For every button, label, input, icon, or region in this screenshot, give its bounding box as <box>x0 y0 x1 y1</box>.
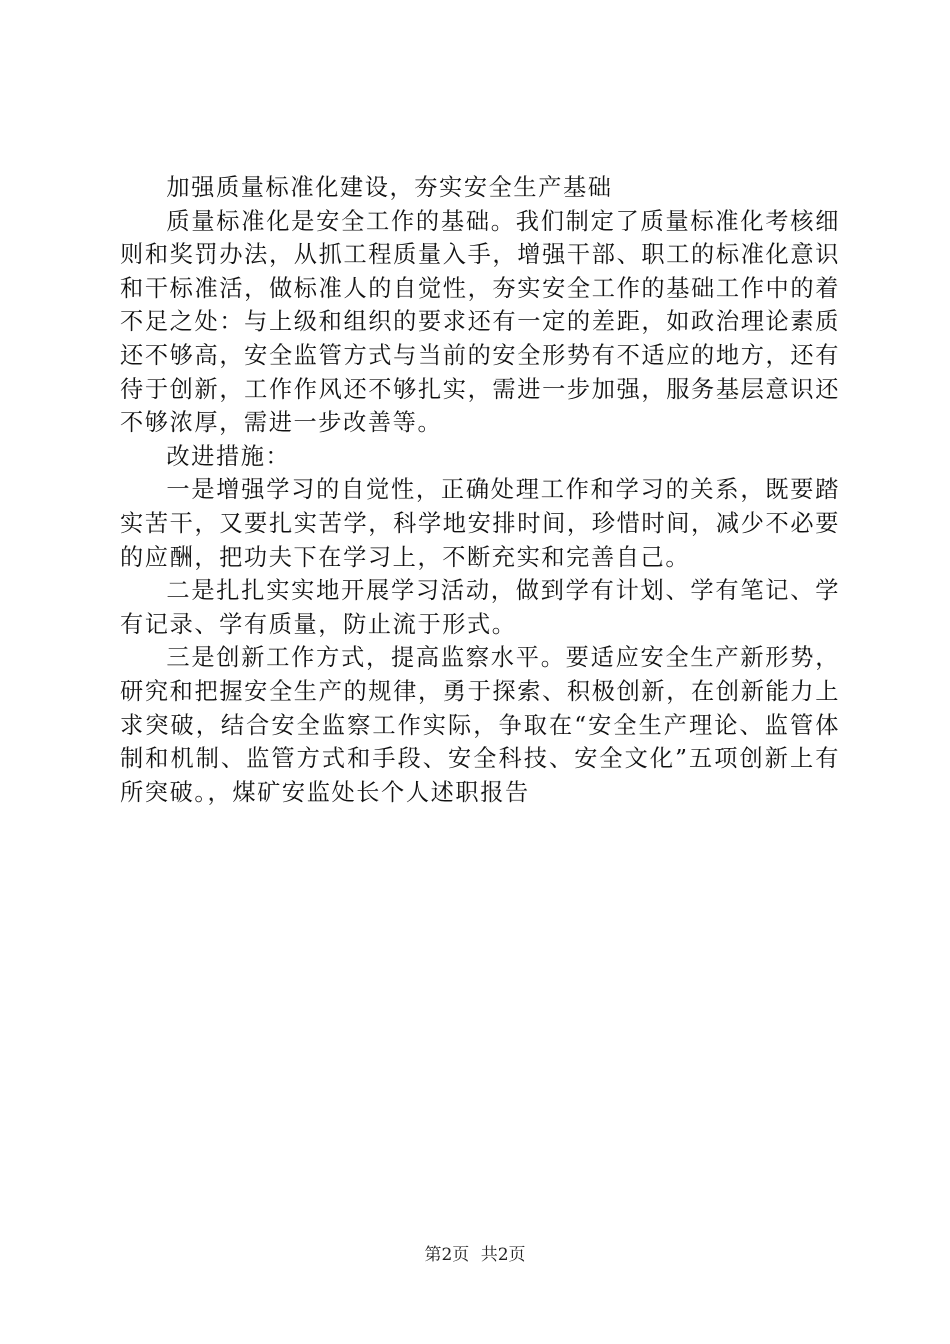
document-body <box>120 171 840 809</box>
paragraph-measure-one: 一是增强学习的自觉性，正确处理工作和学习的关系，既要踏实苦干，又要扎实苦学，科学地安排时间，珍惜时间，减少不必要的应酬，把功夫下在学习上，不断充实和完善自己。 <box>120 476 840 571</box>
paragraph-measure-two: 二是扎扎实实地开展学习活动，做到学有计划、学有笔记、学有记录、学有质量，防止流于形式。 <box>120 577 840 638</box>
paragraph-measure-three: 三是创新工作方式，提高监察水平。要适应安全生产新形势，研究和把握安全生产的规律，勇于探索、积极创新，在创新能力上求突破，结合安全监察工作实际，争取在“安全生产理论、监管体制和机制、监管方式和手段、安全科技、安全文化”五项创新上有所突破。，煤矿安监处长个人述职报告 <box>120 644 840 806</box>
paragraph-improvement-title: 改进措施： <box>166 442 291 470</box>
page-number: 第2页 <box>424 1245 470 1265</box>
page-footer <box>0 1243 950 1267</box>
paragraph-quality-standard: 质量标准化是安全工作的基础。我们制定了质量标准化考核细则和奖罚办法，从抓工程质量入手，增强干部、职工的标准化意识和干标准活，做标准人的自觉性，夯实安全工作的基础工作中的着不足之处：与上级和组织的要求还有一定的差距，如政治理论素质还不够高，安全监管方式与当前的安全形势有不适应的地方，还有待于创新，工作作风还不够扎实，需进一步加强，服务基层意识还不够浓厚，需进一步改善等。 <box>120 207 840 437</box>
page-total: 共2页 <box>480 1245 526 1265</box>
section-heading: 加强质量标准化建设，夯实安全生产基础 <box>166 174 613 201</box>
